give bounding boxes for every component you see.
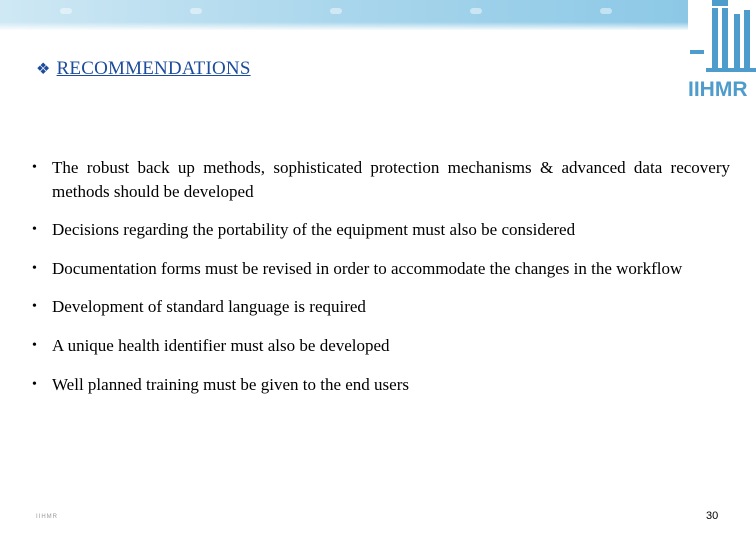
- band-decoration: [190, 8, 202, 14]
- bullet-icon: •: [32, 160, 37, 175]
- page-number: 30: [706, 510, 719, 522]
- list-item-text: Documentation forms must be revised in order to accommodate the changes in the workflow: [52, 259, 683, 278]
- bullet-icon: •: [32, 222, 37, 237]
- list-item: [30, 334, 730, 358]
- bullet-icon: •: [32, 377, 37, 392]
- band-decoration: [60, 8, 72, 14]
- list-item: [30, 257, 730, 281]
- list-item-text: Decisions regarding the portability of the equipment must also be considered: [52, 220, 576, 239]
- list-item: [30, 373, 730, 397]
- band-decoration: [330, 8, 342, 14]
- list-item: [30, 295, 730, 319]
- bullet-icon: •: [32, 261, 37, 276]
- list-item: [30, 218, 730, 242]
- list-item-text: Well planned training must be given to the end users: [52, 375, 409, 394]
- bullet-icon: •: [32, 299, 37, 314]
- band-decoration: [470, 8, 482, 14]
- header-band: [0, 0, 688, 30]
- list-item-text: The robust back up methods, sophisticated protection mechanisms & advanced data recovery methods should be developed: [52, 158, 730, 201]
- bullet-icon: •: [32, 338, 37, 353]
- footer-org-name: IIHMR: [36, 514, 58, 520]
- list-item-text: Development of standard language is required: [52, 297, 366, 316]
- list-item: [30, 156, 730, 204]
- slide-title-text: RECOMMENDATIONS: [56, 58, 251, 79]
- list-item-text: A unique health identifier must also be developed: [52, 336, 390, 355]
- diamond-bullet-icon: ❖: [36, 61, 51, 78]
- recommendation-list: [30, 156, 730, 397]
- band-decoration: [600, 8, 612, 14]
- logo-wordmark: IIHMR: [688, 78, 748, 101]
- slide-title: [36, 58, 251, 80]
